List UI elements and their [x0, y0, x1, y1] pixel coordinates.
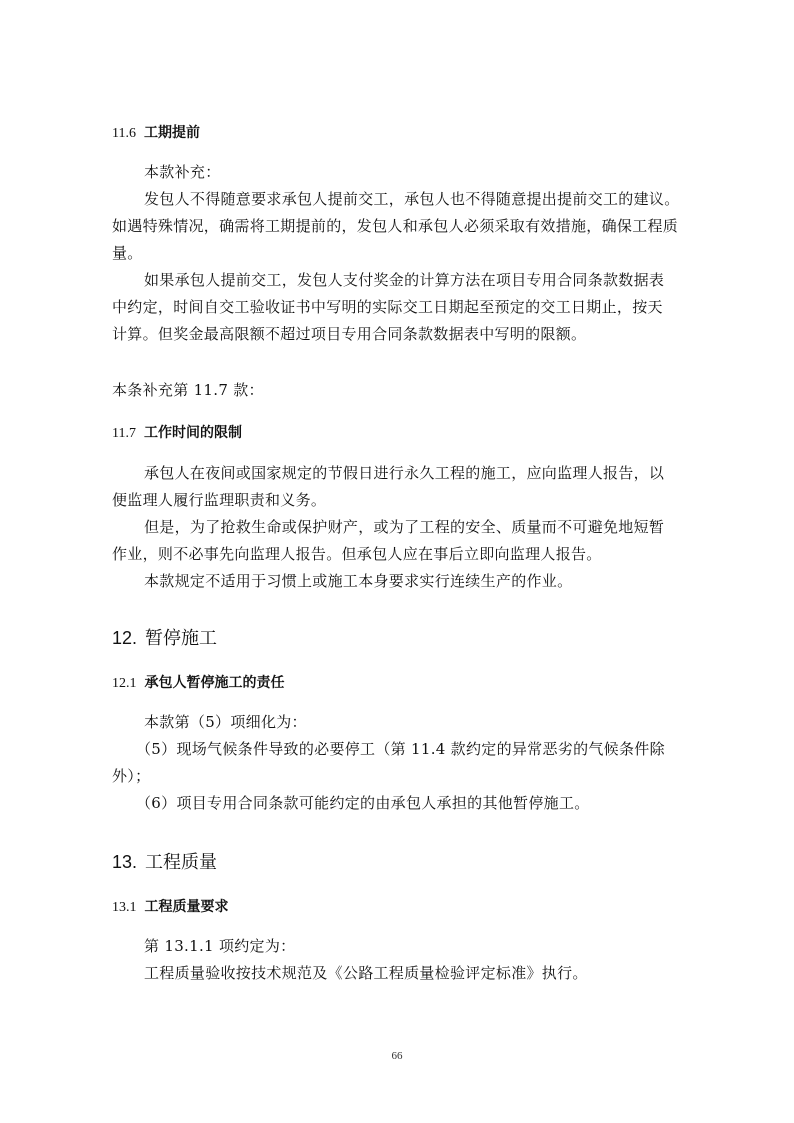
paragraph-line: 作业，则不必事先向监理人报告。但承包人应在事后立即向监理人报告。 [112, 545, 602, 563]
paragraph: 本款第（5）项细化为： [144, 713, 307, 731]
heading-12-1 [112, 672, 712, 692]
section-number: 13.1 [112, 900, 137, 915]
section-title: 工程质量要求 [144, 899, 229, 915]
chapter-title: 工程质量 [145, 852, 218, 873]
section-title: 承包人暂停施工的责任 [144, 675, 285, 691]
section-title: 工期提前 [143, 125, 200, 141]
paragraph-line: 但是，为了抢救生命或保护财产，或为了工程的安全、质量而不可避免地短暂 [144, 518, 665, 536]
heading-11-6 [112, 122, 712, 142]
paragraph: 第 13.1.1 项约定为： [144, 937, 296, 955]
chapter-title: 暂停施工 [145, 628, 218, 649]
heading-13 [112, 848, 712, 874]
paragraph-line: 计算。但奖金最高限额不超过项目专用合同条款数据表中写明的限额。 [112, 325, 587, 343]
section-title: 工作时间的限制 [143, 425, 242, 441]
section-number: 11.7 [112, 426, 136, 441]
paragraph-line: 中约定，时间自交工验收证书中写明的实际交工日期起至预定的交工日期止，按天 [112, 298, 663, 316]
supplement-note: 本条补充第 11.7 款： [112, 381, 264, 399]
heading-12 [112, 624, 712, 650]
heading-13-1 [112, 896, 712, 916]
chapter-number: 12. [112, 628, 138, 648]
list-item-line: （5）现场气候条件导致的必要停工（第 11.4 款约定的异常恶劣的气候条件除 [136, 740, 665, 758]
paragraph: 本款补充： [144, 163, 221, 181]
paragraph-line: 量。 [112, 244, 143, 262]
list-item-line: 外）； [112, 767, 151, 785]
heading-11-7 [112, 422, 712, 442]
paragraph-line: 承包人在夜间或国家规定的节假日进行永久工程的施工，应向监理人报告，以 [144, 464, 665, 482]
paragraph-line: 如遇特殊情况，确需将工期提前的，发包人和承包人必须采取有效措施，确保工程质 [112, 217, 679, 235]
section-number: 12.1 [112, 676, 137, 691]
list-item-line: （6）项目专用合同条款可能约定的由承包人承担的其他暂停施工。 [136, 794, 590, 812]
paragraph-line: 本款规定不适用于习惯上或施工本身要求实行连续生产的作业。 [144, 572, 573, 590]
section-number: 11.6 [112, 126, 136, 141]
paragraph-line: 便监理人履行监理职责和义务。 [112, 491, 327, 509]
page-number: 66 [391, 1050, 403, 1062]
chapter-number: 13. [112, 852, 138, 872]
paragraph-line: 发包人不得随意要求承包人提前交工，承包人也不得随意提出提前交工的建议。 [144, 190, 680, 208]
paragraph-line: 工程质量验收按技术规范及《公路工程质量检验评定标准》执行。 [144, 964, 588, 982]
paragraph-line: 如果承包人提前交工，发包人支付奖金的计算方法在项目专用合同条款数据表 [144, 271, 665, 289]
